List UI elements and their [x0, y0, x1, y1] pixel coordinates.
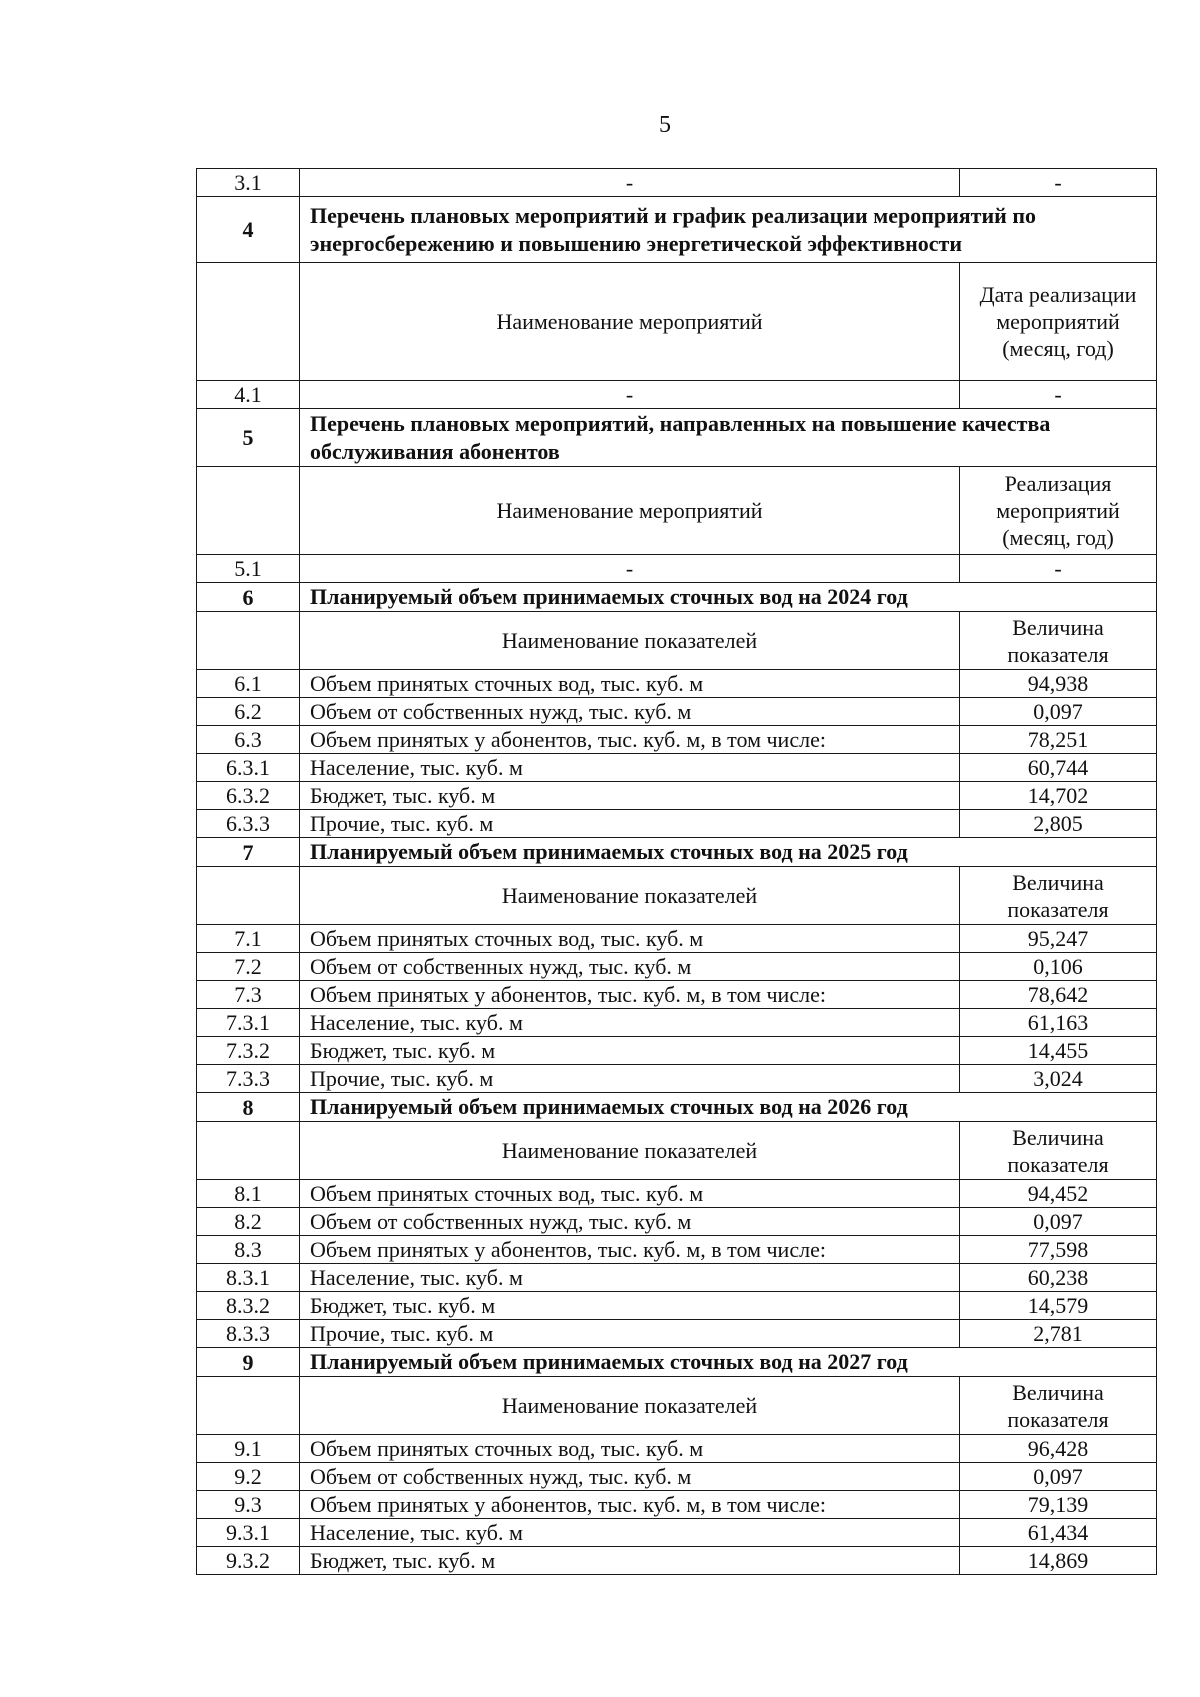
column-header-empty — [197, 263, 300, 381]
row-value: 0,106 — [960, 953, 1157, 981]
table-row — [197, 925, 1157, 953]
section-header-row — [197, 1348, 1157, 1377]
column-header-value: Величина показателя — [960, 612, 1157, 670]
table-row — [197, 782, 1157, 810]
row-number: 8.3.1 — [197, 1264, 300, 1292]
row-value: 60,238 — [960, 1264, 1157, 1292]
row-number: 7.3 — [197, 981, 300, 1009]
row-value: 2,805 — [960, 810, 1157, 838]
table-row — [197, 169, 1157, 197]
column-header-name: Наименование мероприятий — [300, 467, 960, 555]
section-number: 5 — [197, 409, 300, 467]
section-title: Планируемый объем принимаемых сточных вод на 2025 год — [300, 838, 1157, 867]
row-number: 6.3.2 — [197, 782, 300, 810]
table-row — [197, 1463, 1157, 1491]
page-number: 5 — [659, 112, 671, 138]
row-number: 7.2 — [197, 953, 300, 981]
row-name: Объем от собственных нужд, тыс. куб. м — [300, 698, 960, 726]
row-name: Бюджет, тыс. куб. м — [300, 1547, 960, 1575]
row-name: Население, тыс. куб. м — [300, 1009, 960, 1037]
column-header-value: Величина показателя — [960, 867, 1157, 925]
section-title: Планируемый объем принимаемых сточных вод на 2026 год — [300, 1093, 1157, 1122]
row-number: 9.3.2 — [197, 1547, 300, 1575]
row-number: 8.3 — [197, 1236, 300, 1264]
row-name: Объем принятых у абонентов, тыс. куб. м, в том числе: — [300, 1491, 960, 1519]
section-header-row — [197, 1093, 1157, 1122]
row-value: 3,024 — [960, 1065, 1157, 1093]
row-number: 7.1 — [197, 925, 300, 953]
row-number: 9.1 — [197, 1435, 300, 1463]
table-row — [197, 754, 1157, 782]
column-header-name: Наименование показателей — [300, 1122, 960, 1180]
table-row — [197, 1180, 1157, 1208]
row-value: 60,744 — [960, 754, 1157, 782]
row-value: 94,938 — [960, 670, 1157, 698]
table-row — [197, 1009, 1157, 1037]
column-header-row — [197, 1377, 1157, 1435]
table-row — [197, 698, 1157, 726]
row-value: 78,251 — [960, 726, 1157, 754]
row-number: 4.1 — [197, 381, 300, 409]
section-title: Планируемый объем принимаемых сточных вод на 2027 год — [300, 1348, 1157, 1377]
row-number: 7.3.3 — [197, 1065, 300, 1093]
section-number: 4 — [197, 197, 300, 263]
table-row — [197, 1435, 1157, 1463]
row-value: 0,097 — [960, 1463, 1157, 1491]
table-row — [197, 1320, 1157, 1348]
column-header-value: Дата реализации мероприятий (месяц, год) — [960, 263, 1157, 381]
row-name: Бюджет, тыс. куб. м — [300, 1292, 960, 1320]
column-header-name: Наименование показателей — [300, 612, 960, 670]
row-value: 96,428 — [960, 1435, 1157, 1463]
table-row — [197, 810, 1157, 838]
column-header-name: Наименование показателей — [300, 1377, 960, 1435]
section-number: 6 — [197, 583, 300, 612]
row-name: Объем от собственных нужд, тыс. куб. м — [300, 1208, 960, 1236]
row-name: Бюджет, тыс. куб. м — [300, 1037, 960, 1065]
row-number: 9.3 — [197, 1491, 300, 1519]
column-header-value: Величина показателя — [960, 1377, 1157, 1435]
section-header-row — [197, 583, 1157, 612]
row-name: Прочие, тыс. куб. м — [300, 810, 960, 838]
row-name: Объем от собственных нужд, тыс. куб. м — [300, 953, 960, 981]
row-number: 8.3.2 — [197, 1292, 300, 1320]
table-row — [197, 1037, 1157, 1065]
column-header-value: Реализация мероприятий (месяц, год) — [960, 467, 1157, 555]
column-header-row — [197, 263, 1157, 381]
row-value: - — [960, 381, 1157, 409]
row-name: Прочие, тыс. куб. м — [300, 1065, 960, 1093]
row-value: 14,579 — [960, 1292, 1157, 1320]
section-title: Перечень плановых мероприятий, направленных на повышение качества обслуживания абонентов — [300, 409, 1157, 467]
row-number: 8.3.3 — [197, 1320, 300, 1348]
row-name: Объем принятых сточных вод, тыс. куб. м — [300, 670, 960, 698]
row-value: 95,247 — [960, 925, 1157, 953]
column-header-value: Величина показателя — [960, 1122, 1157, 1180]
row-value: 94,452 — [960, 1180, 1157, 1208]
table-row — [197, 381, 1157, 409]
column-header-empty — [197, 467, 300, 555]
table-row — [197, 555, 1157, 583]
row-name: Объем принятых сточных вод, тыс. куб. м — [300, 1180, 960, 1208]
row-value: 61,434 — [960, 1519, 1157, 1547]
row-number: 6.3 — [197, 726, 300, 754]
row-number: 3.1 — [197, 169, 300, 197]
section-title: Перечень плановых мероприятий и график реализации мероприятий по энергосбережению и повышению энергетической эффективности — [300, 197, 1157, 263]
table-row — [197, 1236, 1157, 1264]
table-row — [197, 1547, 1157, 1575]
table-row — [197, 726, 1157, 754]
row-number: 6.2 — [197, 698, 300, 726]
table-row — [197, 1208, 1157, 1236]
column-header-row — [197, 467, 1157, 555]
row-name: - — [300, 555, 960, 583]
row-name: Объем принятых сточных вод, тыс. куб. м — [300, 925, 960, 953]
table-row — [197, 953, 1157, 981]
section-header-row — [197, 409, 1157, 467]
row-number: 9.3.1 — [197, 1519, 300, 1547]
table-body — [197, 169, 1157, 1575]
row-value: 78,642 — [960, 981, 1157, 1009]
row-name: - — [300, 169, 960, 197]
row-value: 14,869 — [960, 1547, 1157, 1575]
table-row — [197, 1292, 1157, 1320]
row-number: 7.3.1 — [197, 1009, 300, 1037]
row-value: 79,139 — [960, 1491, 1157, 1519]
column-header-row — [197, 867, 1157, 925]
row-value: 2,781 — [960, 1320, 1157, 1348]
row-number: 8.1 — [197, 1180, 300, 1208]
row-value: 14,702 — [960, 782, 1157, 810]
section-number: 8 — [197, 1093, 300, 1122]
column-header-row — [197, 1122, 1157, 1180]
column-header-empty — [197, 1122, 300, 1180]
section-header-row — [197, 838, 1157, 867]
row-name: Объем принятых у абонентов, тыс. куб. м, в том числе: — [300, 1236, 960, 1264]
row-name: Население, тыс. куб. м — [300, 1264, 960, 1292]
row-number: 6.3.3 — [197, 810, 300, 838]
column-header-empty — [197, 612, 300, 670]
row-value: 0,097 — [960, 698, 1157, 726]
row-name: - — [300, 381, 960, 409]
column-header-name: Наименование мероприятий — [300, 263, 960, 381]
row-number: 5.1 — [197, 555, 300, 583]
row-name: Объем принятых у абонентов, тыс. куб. м, в том числе: — [300, 726, 960, 754]
row-number: 6.1 — [197, 670, 300, 698]
row-value: 61,163 — [960, 1009, 1157, 1037]
row-name: Бюджет, тыс. куб. м — [300, 782, 960, 810]
row-number: 7.3.2 — [197, 1037, 300, 1065]
row-value: 14,455 — [960, 1037, 1157, 1065]
table-row — [197, 1519, 1157, 1547]
row-name: Объем от собственных нужд, тыс. куб. м — [300, 1463, 960, 1491]
section-number: 9 — [197, 1348, 300, 1377]
section-title: Планируемый объем принимаемых сточных вод на 2024 год — [300, 583, 1157, 612]
measures-table — [196, 168, 1157, 1575]
row-value: 0,097 — [960, 1208, 1157, 1236]
row-name: Объем принятых у абонентов, тыс. куб. м, в том числе: — [300, 981, 960, 1009]
column-header-row — [197, 612, 1157, 670]
row-value: 77,598 — [960, 1236, 1157, 1264]
row-name: Прочие, тыс. куб. м — [300, 1320, 960, 1348]
section-header-row — [197, 197, 1157, 263]
table-row — [197, 1491, 1157, 1519]
row-number: 8.2 — [197, 1208, 300, 1236]
row-name: Объем принятых сточных вод, тыс. куб. м — [300, 1435, 960, 1463]
section-number: 7 — [197, 838, 300, 867]
table-row — [197, 981, 1157, 1009]
row-name: Население, тыс. куб. м — [300, 754, 960, 782]
row-number: 6.3.1 — [197, 754, 300, 782]
row-number: 9.2 — [197, 1463, 300, 1491]
column-header-name: Наименование показателей — [300, 867, 960, 925]
table-row — [197, 670, 1157, 698]
row-value: - — [960, 555, 1157, 583]
column-header-empty — [197, 1377, 300, 1435]
row-value: - — [960, 169, 1157, 197]
table-row — [197, 1264, 1157, 1292]
column-header-empty — [197, 867, 300, 925]
table-row — [197, 1065, 1157, 1093]
row-name: Население, тыс. куб. м — [300, 1519, 960, 1547]
